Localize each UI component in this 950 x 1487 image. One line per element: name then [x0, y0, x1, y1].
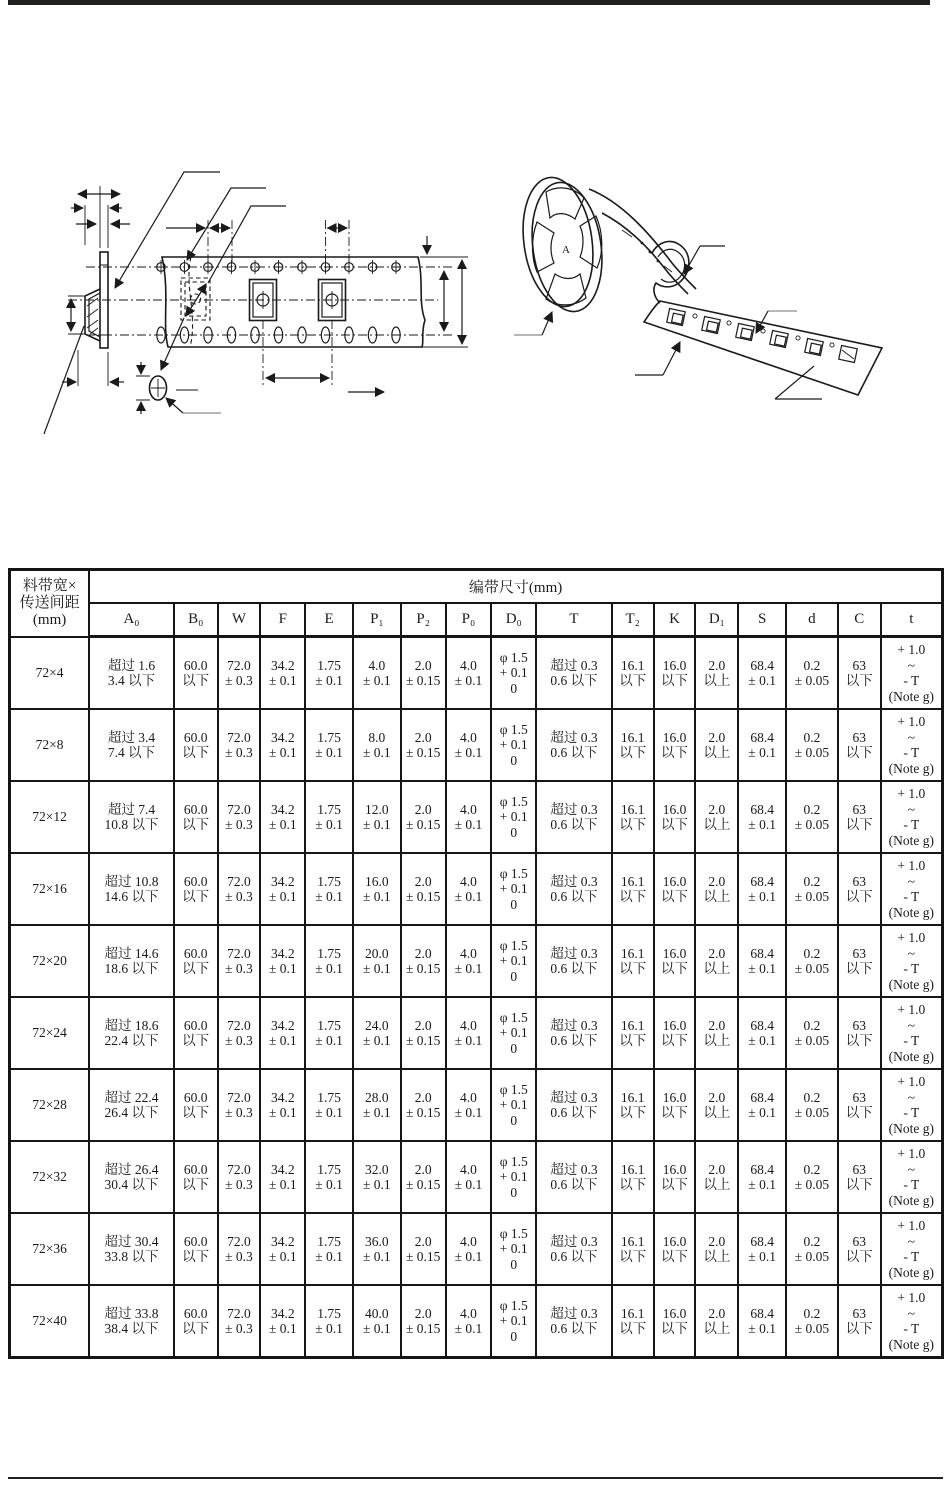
row-label: 72×36 [10, 1213, 90, 1285]
column-header: D₀ [491, 603, 536, 637]
table-cell: 72.0 ± 0.3 [218, 853, 261, 925]
table-cell: 34.2 ± 0.1 [260, 709, 305, 781]
table-cell: 60.0 以下 [174, 781, 218, 853]
table-cell: + 1.0 ~ - T (Note g) [881, 637, 943, 710]
column-header: P₂ [401, 603, 446, 637]
table-cell: 16.1 以下 [612, 853, 654, 925]
table-cell: 16.0 以下 [654, 637, 696, 710]
corner-header-line: 传送间距 [19, 594, 80, 611]
table-cell: 0.2 ± 0.05 [786, 637, 838, 710]
table-cell: 16.0 以下 [654, 1069, 696, 1141]
table-cell: 超过 0.3 0.6 以下 [536, 709, 612, 781]
table-cell: 12.0 ± 0.1 [353, 781, 401, 853]
column-header: E [305, 603, 353, 637]
table-cell: 60.0 以下 [174, 997, 218, 1069]
table-cell: 超过 22.4 26.4 以下 [89, 1069, 174, 1141]
table-cell: 34.2 ± 0.1 [260, 1213, 305, 1285]
row-label: 72×28 [10, 1069, 90, 1141]
corner-header-line: (mm) [32, 611, 67, 628]
table-cell: 2.0 以上 [695, 1141, 738, 1213]
table-row [10, 997, 943, 1069]
table-cell: 16.0 以下 [654, 853, 696, 925]
table-row [10, 1069, 943, 1141]
table-cell: 34.2 ± 0.1 [260, 853, 305, 925]
tape-dimensions-table [8, 568, 944, 1359]
table-cell: 60.0 以下 [174, 1213, 218, 1285]
table-cell: 34.2 ± 0.1 [260, 1069, 305, 1141]
column-header: T₂ [612, 603, 654, 637]
table-cell: 4.0 ± 0.1 [353, 637, 401, 710]
table-cell: 16.0 ± 0.1 [353, 853, 401, 925]
tape-band [589, 189, 696, 294]
table-cell: φ 1.5 + 0.1 0 [491, 781, 536, 853]
table-cell: 60.0 以下 [174, 853, 218, 925]
table-cell: 0.2 ± 0.05 [786, 925, 838, 997]
table-cell: φ 1.5 + 0.1 0 [491, 1141, 536, 1213]
table-cell: 34.2 ± 0.1 [260, 997, 305, 1069]
table-cell: 20.0 ± 0.1 [353, 925, 401, 997]
table-cell: 0.2 ± 0.05 [786, 1069, 838, 1141]
table-cell: + 1.0 ~ - T (Note g) [881, 709, 943, 781]
table-cell: 4.0 ± 0.1 [446, 637, 492, 710]
table-cell: 16.0 以下 [654, 997, 696, 1069]
table-cell: 2.0 ± 0.15 [401, 709, 446, 781]
table-cell: 32.0 ± 0.1 [353, 1141, 401, 1213]
table-cell: 16.1 以下 [612, 1141, 654, 1213]
table-cell: 16.0 以下 [654, 1285, 696, 1358]
table-cell: + 1.0 ~ - T (Note g) [881, 1141, 943, 1213]
table-cell: 16.1 以下 [612, 925, 654, 997]
column-header: S [738, 603, 786, 637]
table-cell: 超过 0.3 0.6 以下 [536, 1213, 612, 1285]
column-header: C [838, 603, 881, 637]
table-cell: 60.0 以下 [174, 1285, 218, 1358]
table-cell: 63 以下 [838, 853, 881, 925]
table-cell: 0.2 ± 0.05 [786, 1285, 838, 1358]
table-cell: 72.0 ± 0.3 [218, 1141, 261, 1213]
table-cell: 2.0 ± 0.15 [401, 1069, 446, 1141]
table-cell: 34.2 ± 0.1 [260, 637, 305, 710]
tape-reel-drawing [492, 158, 912, 448]
carrier-strip [644, 301, 882, 395]
column-header: F [260, 603, 305, 637]
table-cell: 超过 0.3 0.6 以下 [536, 925, 612, 997]
cover-tape-loop [652, 242, 689, 303]
table-row [10, 1213, 943, 1285]
table-cell: 4.0 ± 0.1 [446, 853, 492, 925]
top-border-rule [8, 0, 930, 5]
table-cell: 超过 0.3 0.6 以下 [536, 1141, 612, 1213]
table-cell: 0.2 ± 0.05 [786, 781, 838, 853]
side-view-dimensions [62, 186, 130, 386]
table-cell: 68.4 ± 0.1 [738, 781, 786, 853]
table-cell: 72.0 ± 0.3 [218, 637, 261, 710]
table-cell: 2.0 ± 0.15 [401, 637, 446, 710]
table-cell: 2.0 ± 0.15 [401, 925, 446, 997]
table-cell: + 1.0 ~ - T (Note g) [881, 925, 943, 997]
row-label: 72×20 [10, 925, 90, 997]
row-label: 72×32 [10, 1141, 90, 1213]
reel-hub-letter: A [562, 244, 570, 256]
table-cell: 4.0 ± 0.1 [446, 1285, 492, 1358]
table-cell: 63 以下 [838, 637, 881, 710]
table-cell: 2.0 ± 0.15 [401, 781, 446, 853]
carrier-tape-dimension-drawing [38, 150, 473, 452]
table-cell: 63 以下 [838, 1141, 881, 1213]
table-cell: 0.2 ± 0.05 [786, 1141, 838, 1213]
table-cell: 超过 10.8 14.6 以下 [89, 853, 174, 925]
corner-header [10, 570, 90, 637]
table-cell: 72.0 ± 0.3 [218, 1213, 261, 1285]
table-cell: 68.4 ± 0.1 [738, 1069, 786, 1141]
table-cell: 超过 0.3 0.6 以下 [536, 637, 612, 710]
table-cell: 60.0 以下 [174, 709, 218, 781]
table-cell: 34.2 ± 0.1 [260, 781, 305, 853]
table-cell: 16.0 以下 [654, 709, 696, 781]
table-cell: 2.0 以上 [695, 637, 738, 710]
table-cell: 超过 0.3 0.6 以下 [536, 853, 612, 925]
table-cell: 1.75 ± 0.1 [305, 925, 353, 997]
table-cell: + 1.0 ~ - T (Note g) [881, 781, 943, 853]
column-header: t [881, 603, 943, 637]
table-cell: 72.0 ± 0.3 [218, 1285, 261, 1358]
table-row [10, 925, 943, 997]
table-cell: φ 1.5 + 0.1 0 [491, 1069, 536, 1141]
table-cell: 16.0 以下 [654, 1141, 696, 1213]
group-header: 编带尺寸(mm) [89, 570, 942, 604]
table-cell: φ 1.5 + 0.1 0 [491, 1213, 536, 1285]
row-label: 72×8 [10, 709, 90, 781]
table-cell: 8.0 ± 0.1 [353, 709, 401, 781]
table-cell: 72.0 ± 0.3 [218, 709, 261, 781]
table-cell: 超过 26.4 30.4 以下 [89, 1141, 174, 1213]
table-cell: 超过 0.3 0.6 以下 [536, 781, 612, 853]
table-cell: 超过 14.6 18.6 以下 [89, 925, 174, 997]
table-cell: 68.4 ± 0.1 [738, 1141, 786, 1213]
table-cell: 72.0 ± 0.3 [218, 781, 261, 853]
table-cell: 68.4 ± 0.1 [738, 925, 786, 997]
table-cell: 1.75 ± 0.1 [305, 781, 353, 853]
column-header: B₀ [174, 603, 218, 637]
table-cell: 40.0 ± 0.1 [353, 1285, 401, 1358]
table-cell: 1.75 ± 0.1 [305, 709, 353, 781]
table-cell: 16.1 以下 [612, 709, 654, 781]
table-cell: 4.0 ± 0.1 [446, 781, 492, 853]
table-cell: 34.2 ± 0.1 [260, 1285, 305, 1358]
table-cell: 2.0 以上 [695, 925, 738, 997]
table-cell: 4.0 ± 0.1 [446, 1213, 492, 1285]
tape-strip-outline [162, 257, 425, 347]
table-cell: 68.4 ± 0.1 [738, 709, 786, 781]
table-cell: 63 以下 [838, 1213, 881, 1285]
row-label: 72×16 [10, 853, 90, 925]
column-header: K [654, 603, 696, 637]
table-cell: 60.0 以下 [174, 637, 218, 710]
table-cell: 16.1 以下 [612, 637, 654, 710]
table-cell: 72.0 ± 0.3 [218, 1069, 261, 1141]
table-cell: 36.0 ± 0.1 [353, 1213, 401, 1285]
table-cell: 28.0 ± 0.1 [353, 1069, 401, 1141]
table-cell: 16.1 以下 [612, 781, 654, 853]
table-row [10, 853, 943, 925]
column-header: D₁ [695, 603, 738, 637]
column-header: W [218, 603, 261, 637]
table-cell: 4.0 ± 0.1 [446, 709, 492, 781]
table-cell: 1.75 ± 0.1 [305, 1285, 353, 1358]
column-header: d [786, 603, 838, 637]
table-cell: + 1.0 ~ - T (Note g) [881, 997, 943, 1069]
table-cell: 2.0 ± 0.15 [401, 1285, 446, 1358]
table-cell: + 1.0 ~ - T (Note g) [881, 853, 943, 925]
table-cell: 63 以下 [838, 1069, 881, 1141]
table-cell: 2.0 ± 0.15 [401, 997, 446, 1069]
table-cell: 4.0 ± 0.1 [446, 925, 492, 997]
table-cell: 超过 0.3 0.6 以下 [536, 997, 612, 1069]
table-row [10, 637, 943, 710]
table-cell: 4.0 ± 0.1 [446, 1141, 492, 1213]
table-cell: 0.2 ± 0.05 [786, 709, 838, 781]
table-cell: 16.0 以下 [654, 1213, 696, 1285]
table-cell: 1.75 ± 0.1 [305, 637, 353, 710]
table-cell: φ 1.5 + 0.1 0 [491, 1285, 536, 1358]
table-cell: 2.0 以上 [695, 997, 738, 1069]
table-cell: 68.4 ± 0.1 [738, 997, 786, 1069]
row-label: 72×4 [10, 637, 90, 710]
table-cell: 16.1 以下 [612, 1285, 654, 1358]
hidden-pocket [181, 278, 210, 320]
table-cell: 16.1 以下 [612, 1069, 654, 1141]
table-cell: 16.0 以下 [654, 925, 696, 997]
table-cell: φ 1.5 + 0.1 0 [491, 997, 536, 1069]
table-cell: 60.0 以下 [174, 1069, 218, 1141]
table-cell: 16.0 以下 [654, 781, 696, 853]
table-cell: 1.75 ± 0.1 [305, 1213, 353, 1285]
table-cell: 60.0 以下 [174, 1141, 218, 1213]
bottom-border-rule [8, 1477, 943, 1479]
table-cell: 34.2 ± 0.1 [260, 1141, 305, 1213]
table-cell: 超过 0.3 0.6 以下 [536, 1285, 612, 1358]
table-cell: 0.2 ± 0.05 [786, 1213, 838, 1285]
table-cell: 超过 33.8 38.4 以下 [89, 1285, 174, 1358]
table-cell: 2.0 ± 0.15 [401, 853, 446, 925]
table-cell: φ 1.5 + 0.1 0 [491, 637, 536, 710]
table-cell: 4.0 ± 0.1 [446, 997, 492, 1069]
table-cell: + 1.0 ~ - T (Note g) [881, 1285, 943, 1358]
table-cell: 超过 7.4 10.8 以下 [89, 781, 174, 853]
table-cell: 68.4 ± 0.1 [738, 853, 786, 925]
table-cell: 63 以下 [838, 925, 881, 997]
table-row [10, 781, 943, 853]
table-row [10, 1285, 943, 1358]
table-cell: 1.75 ± 0.1 [305, 1141, 353, 1213]
table-cell: 16.1 以下 [612, 1213, 654, 1285]
table-cell: 72.0 ± 0.3 [218, 997, 261, 1069]
table-cell: 超过 3.4 7.4 以下 [89, 709, 174, 781]
table-cell: 超过 18.6 22.4 以下 [89, 997, 174, 1069]
table-cell: + 1.0 ~ - T (Note g) [881, 1069, 943, 1141]
table-cell: 72.0 ± 0.3 [218, 925, 261, 997]
row-label: 72×40 [10, 1285, 90, 1358]
table-cell: φ 1.5 + 0.1 0 [491, 925, 536, 997]
table-cell: 1.75 ± 0.1 [305, 997, 353, 1069]
column-header: P₀ [446, 603, 492, 637]
table-cell: 68.4 ± 0.1 [738, 1285, 786, 1358]
table-cell: 2.0 以上 [695, 853, 738, 925]
table-cell: 16.1 以下 [612, 997, 654, 1069]
table-cell: + 1.0 ~ - T (Note g) [881, 1213, 943, 1285]
table-cell: 2.0 以上 [695, 1069, 738, 1141]
table-cell: 63 以下 [838, 1285, 881, 1358]
row-label: 72×12 [10, 781, 90, 853]
reel [515, 173, 609, 316]
table-cell: 2.0 以上 [695, 781, 738, 853]
table-cell: 63 以下 [838, 709, 881, 781]
table-cell: 24.0 ± 0.1 [353, 997, 401, 1069]
right-dimensions [420, 236, 468, 347]
table-cell: φ 1.5 + 0.1 0 [491, 853, 536, 925]
table-cell: 34.2 ± 0.1 [260, 925, 305, 997]
row-label: 72×24 [10, 997, 90, 1069]
column-header: T [536, 603, 612, 637]
table-cell: φ 1.5 + 0.1 0 [491, 709, 536, 781]
table-cell: 超过 1.6 3.4 以下 [89, 637, 174, 710]
table-cell: 0.2 ± 0.05 [786, 853, 838, 925]
table-cell: 2.0 以上 [695, 1213, 738, 1285]
table-cell: 63 以下 [838, 781, 881, 853]
table-cell: 2.0 以上 [695, 709, 738, 781]
table-cell: 超过 0.3 0.6 以下 [536, 1069, 612, 1141]
column-header: P₁ [353, 603, 401, 637]
table-cell: 超过 30.4 33.8 以下 [89, 1213, 174, 1285]
table-cell: 68.4 ± 0.1 [738, 1213, 786, 1285]
table-cell: 1.75 ± 0.1 [305, 853, 353, 925]
table-cell: 63 以下 [838, 997, 881, 1069]
table-cell: 2.0 ± 0.15 [401, 1141, 446, 1213]
oval-hole-detail [136, 362, 221, 414]
column-header: A₀ [89, 603, 174, 637]
table-cell: 4.0 ± 0.1 [446, 1069, 492, 1141]
table-cell: 60.0 以下 [174, 925, 218, 997]
table-cell: 0.2 ± 0.05 [786, 997, 838, 1069]
table-row [10, 709, 943, 781]
corner-header-line: 料带宽× [22, 577, 77, 594]
table-cell: 1.75 ± 0.1 [305, 1069, 353, 1141]
table-cell: 68.4 ± 0.1 [738, 637, 786, 710]
table-cell: 2.0 ± 0.15 [401, 1213, 446, 1285]
table-cell: 2.0 以上 [695, 1285, 738, 1358]
table-row [10, 1141, 943, 1213]
